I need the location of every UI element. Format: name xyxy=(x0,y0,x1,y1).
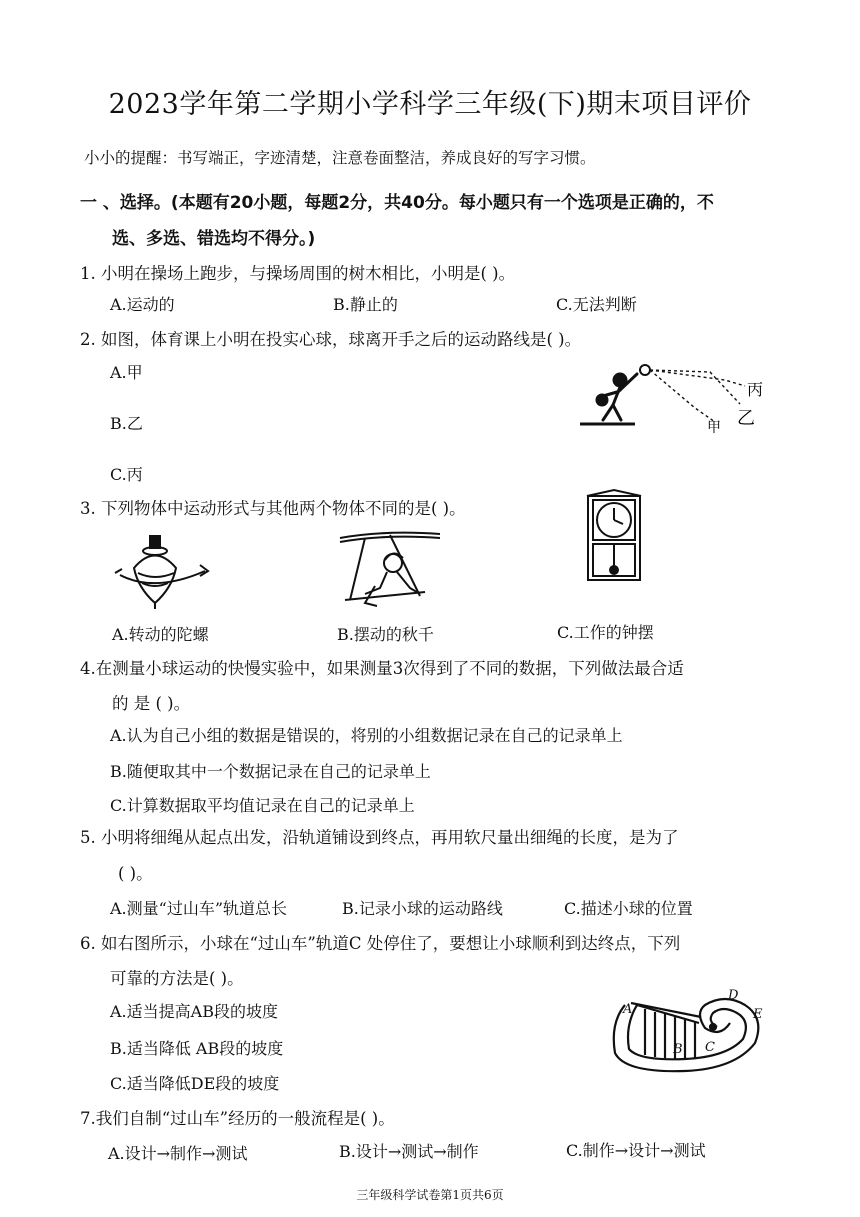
section-heading: 一 、选择。(本题有20小题，每题2分，共40分。每小题只有一个选项是正确的，不 xyxy=(80,193,714,213)
q7-option-b: B.设计→测试→制作 xyxy=(339,1142,479,1161)
q4-option-a: A.认为自己小组的数据是错误的，将别的小组数据记录在自己的记录单上 xyxy=(110,726,623,745)
q6-stem-line1: 6. 如右图所示，小球在“过山车”轨道C 处停住了，要想让小球顺利到达终点，下列 xyxy=(80,934,681,953)
q6-stem-line2: 可靠的方法是( )。 xyxy=(110,969,244,988)
label-A: A xyxy=(623,1002,633,1017)
reminder-text: 小小的提醒：书写端正，字迹清楚，注意卷面整洁，养成良好的写字习惯。 xyxy=(84,149,596,167)
roller-coaster-image xyxy=(605,983,775,1078)
q4-option-b: B.随便取其中一个数据记录在自己的记录单上 xyxy=(110,762,431,781)
q4-stem-line2: 的 是 ( )。 xyxy=(112,694,191,713)
q3-stem: 3. 下列物体中运动形式与其他两个物体不同的是( )。 xyxy=(80,499,466,518)
q3-option-a: A.转动的陀螺 xyxy=(112,625,209,644)
q4-stem-line1: 4.在测量小球运动的快慢实验中，如果测量3次得到了不同的数据，下列做法最合适 xyxy=(80,659,684,678)
section-heading-cont: 选、多选、错选均不得分。) xyxy=(112,229,316,249)
label-E: E xyxy=(753,1007,763,1022)
page-footer: 三年级科学试卷第1页共6页 xyxy=(356,1188,504,1202)
q6-option-b: B.适当降低 AB段的坡度 xyxy=(110,1039,284,1058)
q1-option-a: A.运动的 xyxy=(110,295,175,314)
q5-stem-line2: ( )。 xyxy=(118,864,153,883)
label-bing: 丙 xyxy=(747,380,764,399)
q3-option-c: C.工作的钟摆 xyxy=(557,623,654,642)
label-D: D xyxy=(728,988,739,1003)
label-C: C xyxy=(705,1040,715,1055)
q6-option-c: C.适当降低DE段的坡度 xyxy=(110,1074,280,1093)
q4-option-c: C.计算数据取平均值记录在自己的记录单上 xyxy=(110,796,415,815)
q6-option-a: A.适当提高AB段的坡度 xyxy=(110,1002,278,1021)
q1-option-b: B.静止的 xyxy=(333,295,398,314)
q7-option-c: C.制作→设计→测试 xyxy=(566,1141,706,1160)
q1-stem: 1. 小明在操场上跑步，与操场周围的树木相比，小明是( )。 xyxy=(80,264,516,283)
q7-option-a: A.设计→制作→测试 xyxy=(108,1144,248,1163)
q5-option-a: A.测量“过山车”轨道总长 xyxy=(110,899,288,918)
pendulum-clock-image xyxy=(583,488,645,583)
shot-put-figure xyxy=(575,360,790,440)
q5-option-c: C.描述小球的位置 xyxy=(564,899,693,918)
q2-stem: 2. 如图，体育课上小明在投实心球，球离开手之后的运动路线是( )。 xyxy=(80,330,582,349)
q3-option-b: B.摆动的秋千 xyxy=(337,625,434,644)
q2-option-c: C.丙 xyxy=(110,465,143,484)
q2-option-a: A.甲 xyxy=(110,363,143,382)
label-yi: 乙 xyxy=(737,408,755,429)
q1-option-c: C.无法判断 xyxy=(556,295,637,314)
label-jia: 甲 xyxy=(707,420,721,436)
q7-stem: 7.我们自制“过山车”经历的一般流程是( )。 xyxy=(80,1109,395,1128)
q5-stem-line1: 5. 小明将细绳从起点出发，沿轨道铺设到终点，再用软尺量出细绳的长度，是为了 xyxy=(80,828,679,847)
swing-image xyxy=(335,528,445,613)
page-title: 2023学年第二学期小学科学三年级(下)期末项目评价 xyxy=(108,89,752,120)
spinning-top-image xyxy=(110,533,220,613)
q5-option-b: B.记录小球的运动路线 xyxy=(342,899,503,918)
label-B: B xyxy=(673,1042,683,1057)
q2-option-b: B.乙 xyxy=(110,414,143,433)
